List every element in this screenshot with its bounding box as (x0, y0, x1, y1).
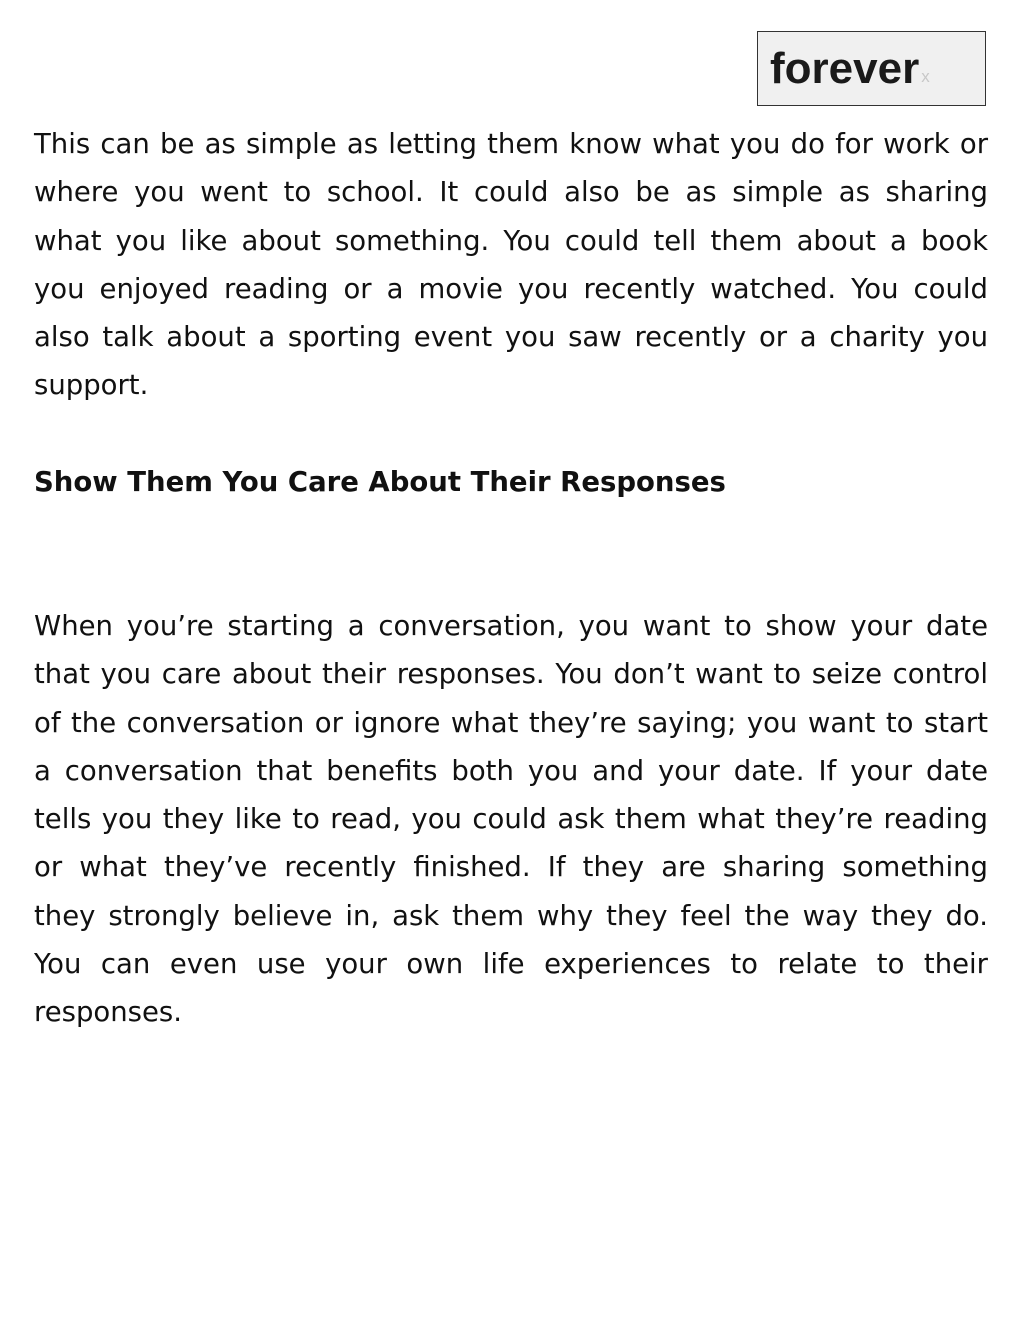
forever-logo (757, 31, 986, 106)
section-heading: Show Them You Care About Their Responses (34, 466, 726, 498)
body-paragraph: When you’re starting a conversation, you want to show your date that you care about their responses. You don’t want to seize control of the conversation or ignore what they’re saying; you want to start a conversation that benefits both you and your date. If your date tells you they like to read, you could ask them what they’re reading or what they’ve recently finished. If they are sharing something they strongly believe in, ask them why they feel the way they do. You can even use your own life experiences to relate to their responses. (34, 610, 988, 1029)
intro-paragraph: This can be as simple as letting them know what you do for work or where you went to school. It could also be as simple as sharing what you like about something. You could tell them about a book you enjoyed reading or a movie you recently watched. You could also talk about a sporting event you saw recently or a charity you support. (34, 128, 988, 402)
logo-x-mark: x (921, 67, 930, 86)
logo-wordmark: forever (770, 43, 920, 93)
